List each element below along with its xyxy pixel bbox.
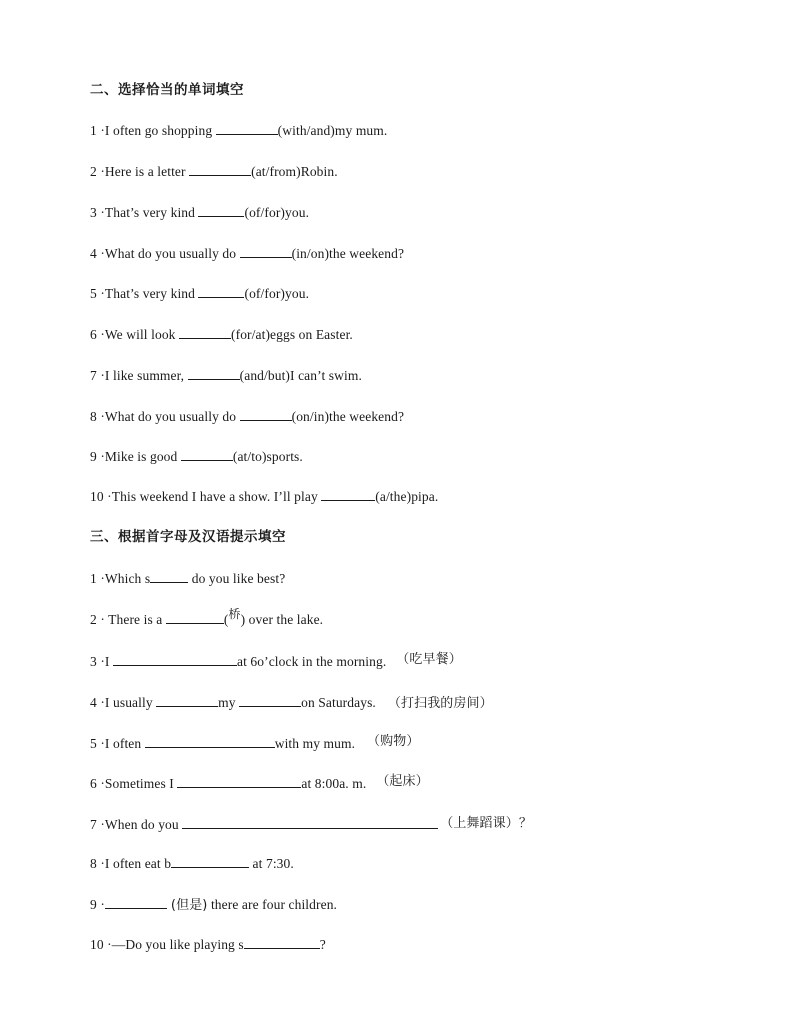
s2-item-1: [90, 122, 387, 139]
item-text: (at/to)sports.: [232, 449, 303, 464]
s2-item-5: [90, 285, 309, 302]
item-text: There is a: [104, 612, 166, 627]
answer-blank[interactable]: [244, 936, 320, 949]
answer-blank[interactable]: [166, 611, 224, 624]
item-number: 1 ·: [90, 571, 105, 586]
s3-item-4: [90, 692, 493, 711]
s3-item-5: [90, 733, 419, 752]
item-text: That’s very kind: [104, 205, 199, 220]
item-text: What do you usually do: [104, 409, 240, 424]
answer-blank[interactable]: [171, 855, 249, 868]
item-text: with my mum.: [274, 736, 356, 751]
answer-blank[interactable]: [198, 204, 244, 217]
s2-item-4: [90, 245, 404, 262]
answer-blank[interactable]: [189, 163, 251, 176]
item-text: at 6o’clock in the morning.: [237, 654, 387, 669]
s2-item-10: [90, 488, 438, 505]
item-text: (on/in)the weekend?: [291, 409, 405, 424]
item-text: Here is a letter: [104, 164, 190, 179]
answer-blank[interactable]: [240, 245, 292, 258]
chinese-hint: 桥: [228, 607, 241, 621]
chinese-hint: （吃早餐）: [396, 652, 462, 667]
s3-item-1: [90, 570, 285, 587]
s3-item-7: [90, 814, 532, 833]
answer-blank[interactable]: [105, 896, 167, 909]
item-number: 2 ·: [90, 612, 105, 627]
section-3-title: 三、根据首字母及汉语提示填空: [90, 529, 286, 545]
item-number: 1 ·: [90, 123, 105, 138]
item-text: (and/but)I can’t swim.: [239, 368, 362, 383]
item-number: 7 ·: [90, 368, 105, 383]
item-number: 10 ·: [90, 489, 112, 504]
s3-item-10: [90, 936, 326, 953]
item-number: 3 ·: [90, 205, 105, 220]
answer-blank[interactable]: [150, 570, 188, 583]
s2-item-7: [90, 367, 362, 384]
s3-item-6: [90, 773, 429, 792]
chinese-hint: （打扫我的房间）: [387, 696, 493, 711]
item-text: (for/at)eggs on Easter.: [231, 327, 353, 342]
answer-blank[interactable]: [240, 408, 292, 421]
item-text: I often go shopping: [104, 123, 216, 138]
item-number: 5 ·: [90, 286, 105, 301]
answer-blank[interactable]: [113, 653, 237, 666]
item-text: What do you usually do: [104, 246, 240, 261]
answer-blank[interactable]: [181, 448, 233, 461]
item-text: ) over the lake.: [240, 612, 324, 627]
answer-blank[interactable]: [145, 735, 275, 748]
item-text: my: [218, 695, 240, 710]
item-text: We will look: [104, 327, 180, 342]
chinese-hint: (但是): [170, 898, 208, 913]
s3-item-8: [90, 855, 294, 872]
item-text: This weekend I have a show. I’ll play: [111, 489, 322, 504]
answer-blank[interactable]: [179, 326, 231, 339]
item-text: on Saturdays.: [301, 695, 376, 710]
s3-item-9: [90, 894, 337, 913]
chinese-hint: （上舞蹈课）？: [440, 816, 532, 831]
item-text: Sometimes I: [104, 776, 178, 791]
item-number: 4 ·: [90, 246, 105, 261]
item-number: 3 ·: [90, 654, 105, 669]
s2-item-8: [90, 408, 404, 425]
item-number: 8 ·: [90, 856, 105, 871]
item-text: (of/for)you.: [244, 205, 310, 220]
item-text: (of/for)you.: [244, 286, 310, 301]
answer-blank[interactable]: [182, 816, 438, 829]
item-text: Which s: [104, 571, 151, 586]
s2-item-3: [90, 204, 309, 221]
item-text: at 8:00a. m.: [301, 776, 367, 791]
item-number: 9 ·: [90, 449, 105, 464]
answer-blank[interactable]: [321, 488, 375, 501]
item-text: When do you: [104, 817, 183, 832]
item-number: 2 ·: [90, 164, 105, 179]
s2-item-9: [90, 448, 303, 465]
answer-blank[interactable]: [216, 122, 278, 135]
answer-blank[interactable]: [198, 285, 244, 298]
answer-blank[interactable]: [239, 694, 301, 707]
item-number: 7 ·: [90, 817, 105, 832]
item-text: I often: [104, 736, 145, 751]
item-text: (with/and)my mum.: [277, 123, 388, 138]
answer-blank[interactable]: [177, 775, 301, 788]
item-text: —Do you like playing s: [111, 937, 244, 952]
chinese-hint: （购物）: [367, 734, 420, 749]
item-text: (a/the)pipa.: [375, 489, 439, 504]
item-text: I: [104, 654, 113, 669]
s3-item-3: [90, 651, 462, 670]
item-number: 10 ·: [90, 937, 112, 952]
item-number: 9 ·: [90, 897, 105, 912]
item-number: 6 ·: [90, 327, 105, 342]
item-number: 6 ·: [90, 776, 105, 791]
s3-item-2: [90, 607, 324, 628]
item-number: 4 ·: [90, 695, 105, 710]
item-text: (at/from)Robin.: [251, 164, 338, 179]
item-text: (: [223, 612, 229, 627]
answer-blank[interactable]: [156, 694, 218, 707]
s2-item-6: [90, 326, 353, 343]
item-text: I like summer,: [104, 368, 188, 383]
answer-blank[interactable]: [188, 367, 240, 380]
chinese-hint: （起床）: [376, 774, 429, 789]
item-text: That’s very kind: [104, 286, 199, 301]
item-text: ?: [319, 937, 326, 952]
item-text: I usually: [104, 695, 157, 710]
item-number: 8 ·: [90, 409, 105, 424]
item-text: there are four children.: [207, 897, 338, 912]
s2-item-2: [90, 163, 338, 180]
item-text: do you like best?: [188, 571, 286, 586]
item-text: (in/on)the weekend?: [291, 246, 405, 261]
item-number: 5 ·: [90, 736, 105, 751]
item-text: I often eat b: [104, 856, 172, 871]
item-text: Mike is good: [104, 449, 181, 464]
item-text: at 7:30.: [249, 856, 294, 871]
section-2-title: 二、选择恰当的单词填空: [90, 82, 244, 98]
